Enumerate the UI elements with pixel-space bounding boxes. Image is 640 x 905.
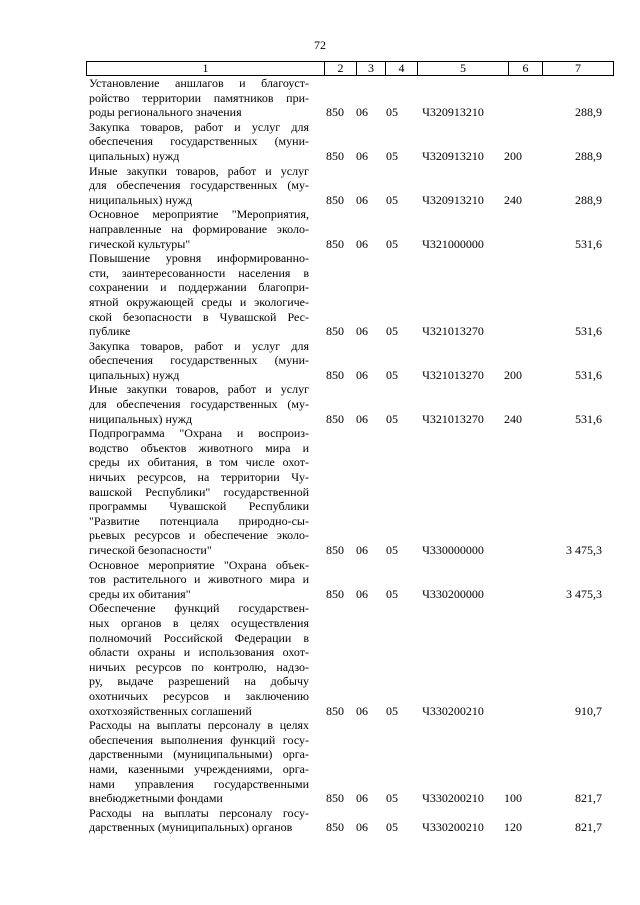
description-line: Повышение уровня информированно- (89, 251, 309, 266)
expense-type-code: 240 (504, 192, 522, 207)
description-line: ятной окружающей среды и экологиче- (89, 294, 309, 309)
subsection-code: 05 (386, 703, 398, 718)
target-article-code: Ч330200210 (422, 820, 484, 835)
target-article-code: Ч330200210 (422, 703, 484, 718)
description-line: обеспечения государственных (муни- (89, 134, 309, 149)
section-code: 06 (356, 105, 368, 120)
description-line: направленные на формирование эколо- (89, 221, 309, 236)
row-description (89, 426, 309, 557)
subsection-code: 05 (386, 236, 398, 251)
table-row (0, 382, 640, 426)
column-header-3: 3 (357, 62, 386, 76)
row-description (89, 164, 309, 208)
description-line: сти, заинтересованности населения в (89, 265, 309, 280)
row-description (89, 558, 309, 602)
description-line: гической культуры" (89, 236, 191, 251)
ministry-code: 850 (326, 543, 344, 557)
description-line: "Развитие потенциала природно-сы- (89, 513, 309, 528)
description-line: среды их обитания, в том числе охот- (89, 455, 309, 470)
ministry-code: 850 (326, 105, 344, 120)
target-article-code: Ч321000000 (422, 236, 484, 251)
amount: 910,7 (575, 703, 602, 718)
target-article-code: Ч330200000 (422, 586, 484, 601)
description-line: охотничьих ресурсов и заключению (89, 688, 309, 703)
table-row (0, 251, 640, 339)
column-header-6: 6 (509, 62, 543, 76)
row-description (89, 207, 309, 251)
description-line: Подпрограмма "Охрана и воспроиз- (89, 426, 309, 441)
description-line: программы Чувашской Республики (89, 499, 309, 514)
description-line: рьевых ресурсов и обеспечение эколо- (89, 528, 309, 543)
description-line: ниципальных) нужд (89, 411, 193, 426)
column-header-4: 4 (386, 62, 418, 76)
column-header-1: 1 (87, 62, 325, 76)
ministry-code: 850 (326, 324, 344, 339)
subsection-code: 05 (386, 586, 398, 601)
description-line: сохранении и поддержании благопри- (89, 280, 309, 295)
ministry-code: 850 (326, 791, 344, 806)
table-row (0, 558, 640, 602)
expense-type-code: 120 (504, 820, 522, 835)
ministry-code: 850 (326, 367, 344, 382)
amount: 288,9 (575, 148, 602, 163)
description-line: Установление аншлагов и благоуст- (89, 76, 309, 90)
table-row (0, 164, 640, 208)
section-code: 06 (356, 324, 368, 339)
target-article-code: Ч321013270 (422, 411, 484, 426)
amount: 531,6 (575, 411, 602, 426)
column-header-row (87, 62, 614, 76)
description-line: ничьих ресурсов, на территории Чу- (89, 470, 309, 485)
amount: 821,7 (575, 820, 602, 835)
description-line: для обеспечения государственных (му- (89, 397, 309, 412)
subsection-code: 05 (386, 791, 398, 806)
description-line: среды их обитания" (89, 586, 191, 601)
table-row (0, 207, 640, 251)
subsection-code: 05 (386, 820, 398, 835)
expense-type-code: 240 (504, 411, 522, 426)
column-header-5: 5 (418, 62, 509, 76)
amount: 531,6 (575, 236, 602, 251)
table-row (0, 76, 640, 120)
table-row (0, 718, 640, 806)
amount: 288,9 (575, 105, 602, 120)
description-line: тов растительного и животного мира и (89, 572, 309, 587)
description-line: гической безопасности" (89, 543, 212, 557)
table-row (0, 806, 640, 835)
section-code: 06 (356, 703, 368, 718)
subsection-code: 05 (386, 411, 398, 426)
table-row (0, 120, 640, 164)
expense-type-code: 200 (504, 148, 522, 163)
section-code: 06 (356, 148, 368, 163)
description-line: Расходы на выплаты персоналу в целях (89, 718, 309, 733)
target-article-code: Ч330200210 (422, 791, 484, 806)
section-code: 06 (356, 820, 368, 835)
ministry-code: 850 (326, 192, 344, 207)
subsection-code: 05 (386, 105, 398, 120)
target-article-code: Ч321013270 (422, 367, 484, 382)
description-line: ципальных) нужд (89, 148, 180, 163)
description-line: ниципальных) нужд (89, 192, 193, 207)
description-line: Основное мероприятие "Охрана объек- (89, 557, 309, 572)
description-line: публике (89, 324, 131, 339)
description-line: дарственных (муниципальных) органов (89, 820, 293, 835)
column-header-2: 2 (325, 62, 357, 76)
target-article-code: Ч320913210 (422, 192, 484, 207)
column-header-table (86, 61, 614, 76)
subsection-code: 05 (386, 192, 398, 207)
ministry-code: 850 (326, 148, 344, 163)
section-code: 06 (356, 367, 368, 382)
column-header-7: 7 (543, 62, 614, 76)
amount: 821,7 (575, 791, 602, 806)
description-line: Обеспечение функций государствен- (89, 601, 309, 616)
row-description (89, 251, 309, 339)
ministry-code: 850 (326, 703, 344, 718)
row-description (89, 806, 309, 835)
description-line: дарственными (муниципальными) орга- (89, 747, 309, 762)
description-line: Основное мероприятие "Мероприятия, (89, 207, 309, 222)
description-line: нами, казенными учреждениями, орга- (89, 761, 309, 776)
section-code: 06 (356, 411, 368, 426)
description-line: обеспечения государственных (муни- (89, 353, 309, 368)
subsection-code: 05 (386, 148, 398, 163)
description-line: ничьих ресурсов по контролю, надзо- (89, 659, 309, 674)
target-article-code: Ч321013270 (422, 324, 484, 339)
amount: 531,6 (575, 367, 602, 382)
row-description (89, 382, 309, 426)
section-code: 06 (356, 586, 368, 601)
description-line: Расходы на выплаты персоналу госу- (89, 805, 309, 820)
row-description (89, 120, 309, 164)
description-line: полномочий Российской Федерации в (89, 630, 309, 645)
ministry-code: 850 (326, 236, 344, 251)
amount: 288,9 (575, 192, 602, 207)
description-line: ской безопасности в Чувашской Рес- (89, 309, 309, 324)
section-code: 06 (356, 543, 368, 557)
description-line: водство объектов животного мира и (89, 440, 309, 455)
row-description (89, 601, 309, 718)
description-line: ру, выдаче разрешений на добычу (89, 674, 309, 689)
description-line: ных органов в целях осуществления (89, 615, 309, 630)
row-description (89, 339, 309, 383)
description-line: области охраны и использования охот- (89, 645, 309, 660)
ministry-code: 850 (326, 411, 344, 426)
description-line: обеспечения выполнения функций госу- (89, 732, 309, 747)
description-line: Иные закупки товаров, работ и услуг (89, 382, 309, 397)
budget-rows (0, 76, 640, 835)
description-line: охотхозяйственных соглашений (89, 703, 252, 718)
amount: 531,6 (575, 324, 602, 339)
subsection-code: 05 (386, 543, 398, 557)
row-description (89, 76, 309, 120)
target-article-code: Ч320913210 (422, 148, 484, 163)
description-line: внебюджетными фондами (89, 791, 223, 806)
ministry-code: 850 (326, 586, 344, 601)
target-article-code: Ч330000000 (422, 543, 484, 557)
subsection-code: 05 (386, 324, 398, 339)
expense-type-code: 200 (504, 367, 522, 382)
description-line: Закупка товаров, работ и услуг для (89, 119, 309, 134)
description-line: нами управления государственными (89, 776, 309, 791)
section-code: 06 (356, 236, 368, 251)
subsection-code: 05 (386, 367, 398, 382)
description-line: роды регионального значения (89, 105, 242, 120)
row-description (89, 718, 309, 806)
page-number: 72 (314, 38, 326, 52)
table-row (0, 426, 640, 557)
description-line: Закупка товаров, работ и услуг для (89, 338, 309, 353)
description-line: вашской Республики" государственной (89, 484, 309, 499)
description-line: ципальных) нужд (89, 367, 180, 382)
table-row (0, 339, 640, 383)
amount: 3 475,3 (566, 543, 602, 557)
table-row (0, 601, 640, 718)
section-code: 06 (356, 791, 368, 806)
amount: 3 475,3 (566, 586, 602, 601)
description-line: для обеспечения государственных (му- (89, 178, 309, 193)
description-line: ройство территории памятников при- (89, 90, 309, 105)
target-article-code: Ч320913210 (422, 105, 484, 120)
description-line: Иные закупки товаров, работ и услуг (89, 163, 309, 178)
ministry-code: 850 (326, 820, 344, 835)
section-code: 06 (356, 192, 368, 207)
expense-type-code: 100 (504, 791, 522, 806)
